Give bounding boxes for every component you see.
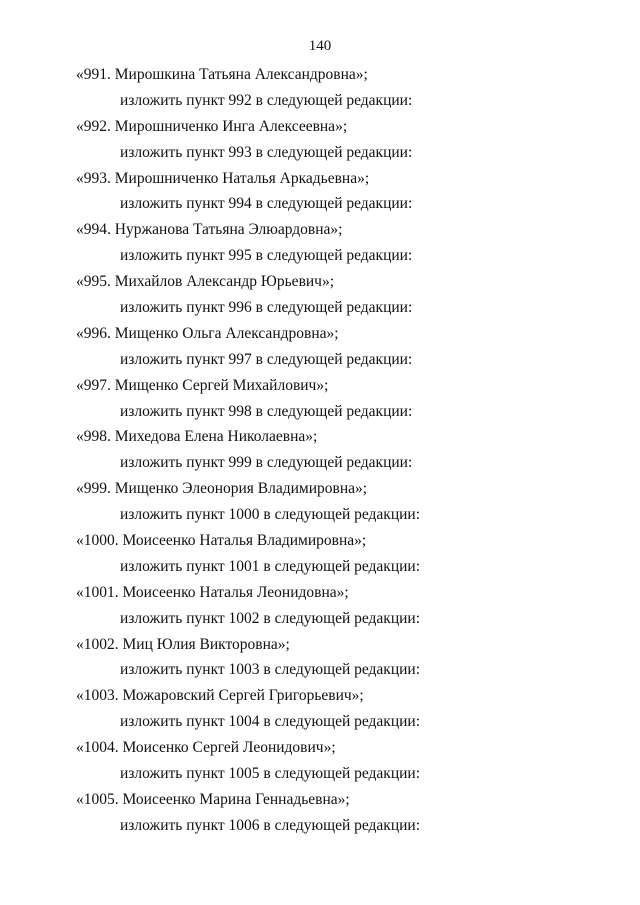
list-entry: «993. Мирошниченко Наталья Аркадьевна»; — [76, 169, 370, 187]
list-entry: «999. Мищенко Элеонория Владимировна»; — [76, 480, 368, 498]
amendment-instruction: изложить пункт 995 в следующей редакции: — [120, 247, 413, 265]
list-entry: «1003. Можаровский Сергей Григорьевич»; — [76, 687, 364, 705]
list-entry: «1005. Моисеенко Марина Геннадьевна»; — [76, 790, 350, 808]
amendment-instruction: изложить пункт 1001 в следующей редакции: — [120, 557, 421, 575]
list-entry: «1000. Моисеенко Наталья Владимировна»; — [76, 532, 367, 550]
amendment-instruction: изложить пункт 993 в следующей редакции: — [120, 143, 413, 161]
amendment-instruction: изложить пункт 996 в следующей редакции: — [120, 299, 413, 317]
amendment-instruction: изложить пункт 997 в следующей редакции: — [120, 350, 413, 368]
amendment-instruction: изложить пункт 1006 в следующей редакции: — [120, 816, 421, 834]
list-entry: «994. Нуржанова Татьяна Элюардовна»; — [76, 221, 343, 239]
list-entry: «1004. Моисенко Сергей Леонидович»; — [76, 739, 336, 757]
amendment-instruction: изложить пункт 1003 в следующей редакции: — [120, 661, 421, 679]
list-entry: «1001. Моисеенко Наталья Леонидовна»; — [76, 583, 349, 601]
amendment-instruction: изложить пункт 1004 в следующей редакции: — [120, 713, 421, 731]
amendment-instruction: изложить пункт 992 в следующей редакции: — [120, 91, 413, 109]
list-entry: «1002. Миц Юлия Викторовна»; — [76, 635, 290, 653]
amendment-instruction: изложить пункт 999 в следующей редакции: — [120, 454, 413, 472]
amendment-instruction: изложить пункт 1000 в следующей редакции: — [120, 506, 421, 524]
list-entry: «992. Мирошниченко Инга Алексеевна»; — [76, 117, 348, 135]
list-entry: «991. Мирошкина Татьяна Александровна»; — [76, 66, 368, 83]
amendment-instruction: изложить пункт 1002 в следующей редакции: — [120, 609, 421, 627]
list-entry: «995. Михайлов Александр Юрьевич»; — [76, 273, 335, 291]
page-number: 140 — [308, 38, 332, 54]
list-entry: «998. Михедова Елена Николаевна»; — [76, 428, 318, 446]
document-body — [0, 64, 640, 841]
list-entry: «997. Мищенко Сергей Михайлович»; — [76, 376, 329, 394]
list-entry: «996. Мищенко Ольга Александровна»; — [76, 324, 339, 342]
amendment-instruction: изложить пункт 1005 в следующей редакции: — [120, 765, 421, 783]
amendment-instruction: изложить пункт 994 в следующей редакции: — [120, 195, 413, 213]
amendment-instruction: изложить пункт 998 в следующей редакции: — [120, 402, 413, 420]
